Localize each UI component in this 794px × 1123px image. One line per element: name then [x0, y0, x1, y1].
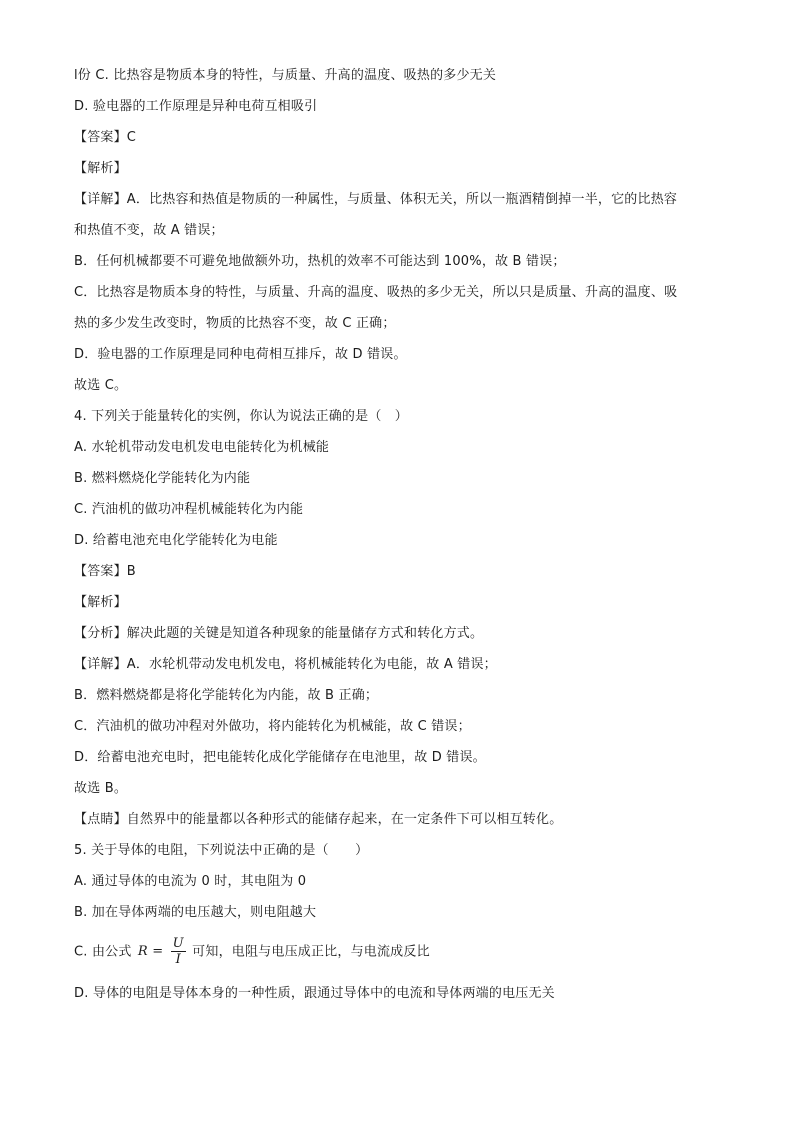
option-c: C. 汽油机的做功冲程机械能转化为内能	[74, 502, 304, 517]
ohm-formula	[138, 934, 186, 970]
text-line: 和热值不变，故 A 错误；	[74, 223, 224, 238]
question-5: 5. 关于导体的电阻，下列说法中正确的是（ ）	[74, 843, 369, 858]
option-b: B. 燃料燃烧化学能转化为内能	[74, 471, 251, 486]
text-line: C．汽油机的做功冲程对外做功，将内能转化为机械能，故 C 错误；	[74, 719, 471, 734]
text-line: l份 C. 比热容是物质本身的特性，与质量、升高的温度、吸热的多少无关	[74, 68, 497, 83]
option-d: D. 导体的电阻是导体本身的一种性质，跟通过导体中的电流和导体两端的电压无关	[74, 986, 555, 1001]
option-b: B. 加在导体两端的电压越大，则电阻越大	[74, 905, 317, 920]
text-line: 故选 B。	[74, 781, 128, 796]
analysis-label: 【解析】	[74, 161, 127, 176]
text-line: D．验电器的工作原理是同种电荷相互排斥，故 D 错误。	[74, 347, 407, 362]
formula-equals: =	[152, 944, 164, 959]
text-line: 【详解】A．水轮机带动发电机发电，将机械能转化为电能，故 A 错误；	[74, 657, 497, 672]
option-c-formula	[74, 934, 430, 971]
answer-label: 【答案】B	[74, 564, 136, 579]
text-line: 【详解】A．比热容和热值是物质的一种属性，与质量、体积无关，所以一瓶酒精倒掉一半，它的比热容	[74, 192, 678, 207]
text-line: 【点睛】自然界中的能量都以各种形式的能储存起来，在一定条件下可以相互转化。	[74, 812, 563, 827]
text-line: C．比热容是物质本身的特性，与质量、升高的温度、吸热的多少无关，所以只是质量、升高的温度、吸	[74, 285, 678, 300]
formula-fraction	[171, 936, 186, 967]
formula-prefix: C. 由公式	[74, 944, 132, 960]
option-a: A. 水轮机带动发电机发电电能转化为机械能	[74, 440, 330, 455]
text-line: D. 验电器的工作原理是异种电荷互相吸引	[74, 99, 318, 114]
formula-lhs: R	[137, 944, 148, 959]
text-line: D．给蓄电池充电时，把电能转化成化学能储存在电池里，故 D 错误。	[74, 750, 486, 765]
answer-label: 【答案】C	[74, 130, 137, 145]
analysis-label: 【解析】	[74, 595, 127, 610]
question-4: 4. 下列关于能量转化的实例，你认为说法正确的是（ ）	[74, 409, 408, 424]
formula-numerator: U	[172, 936, 184, 951]
text-line: 热的多少发生改变时，物质的比热容不变，故 C 正确；	[74, 316, 396, 331]
option-d: D. 给蓄电池充电化学能转化为电能	[74, 533, 278, 548]
option-a: A. 通过导体的电流为 0 时，其电阻为 0	[74, 874, 307, 889]
formula-denominator: I	[175, 952, 181, 967]
text-line: B．燃料燃烧都是将化学能转化为内能，故 B 正确；	[74, 688, 379, 703]
formula-suffix: 可知，电阻与电压成正比，与电流成反比	[192, 944, 430, 960]
text-line: 【分析】解决此题的关键是知道各种现象的能量储存方式和转化方式。	[74, 626, 484, 641]
text-line: B．任何机械都要不可避免地做额外功，热机的效率不可能达到 100%，故 B 错误；	[74, 254, 566, 269]
text-line: 故选 C。	[74, 378, 128, 393]
